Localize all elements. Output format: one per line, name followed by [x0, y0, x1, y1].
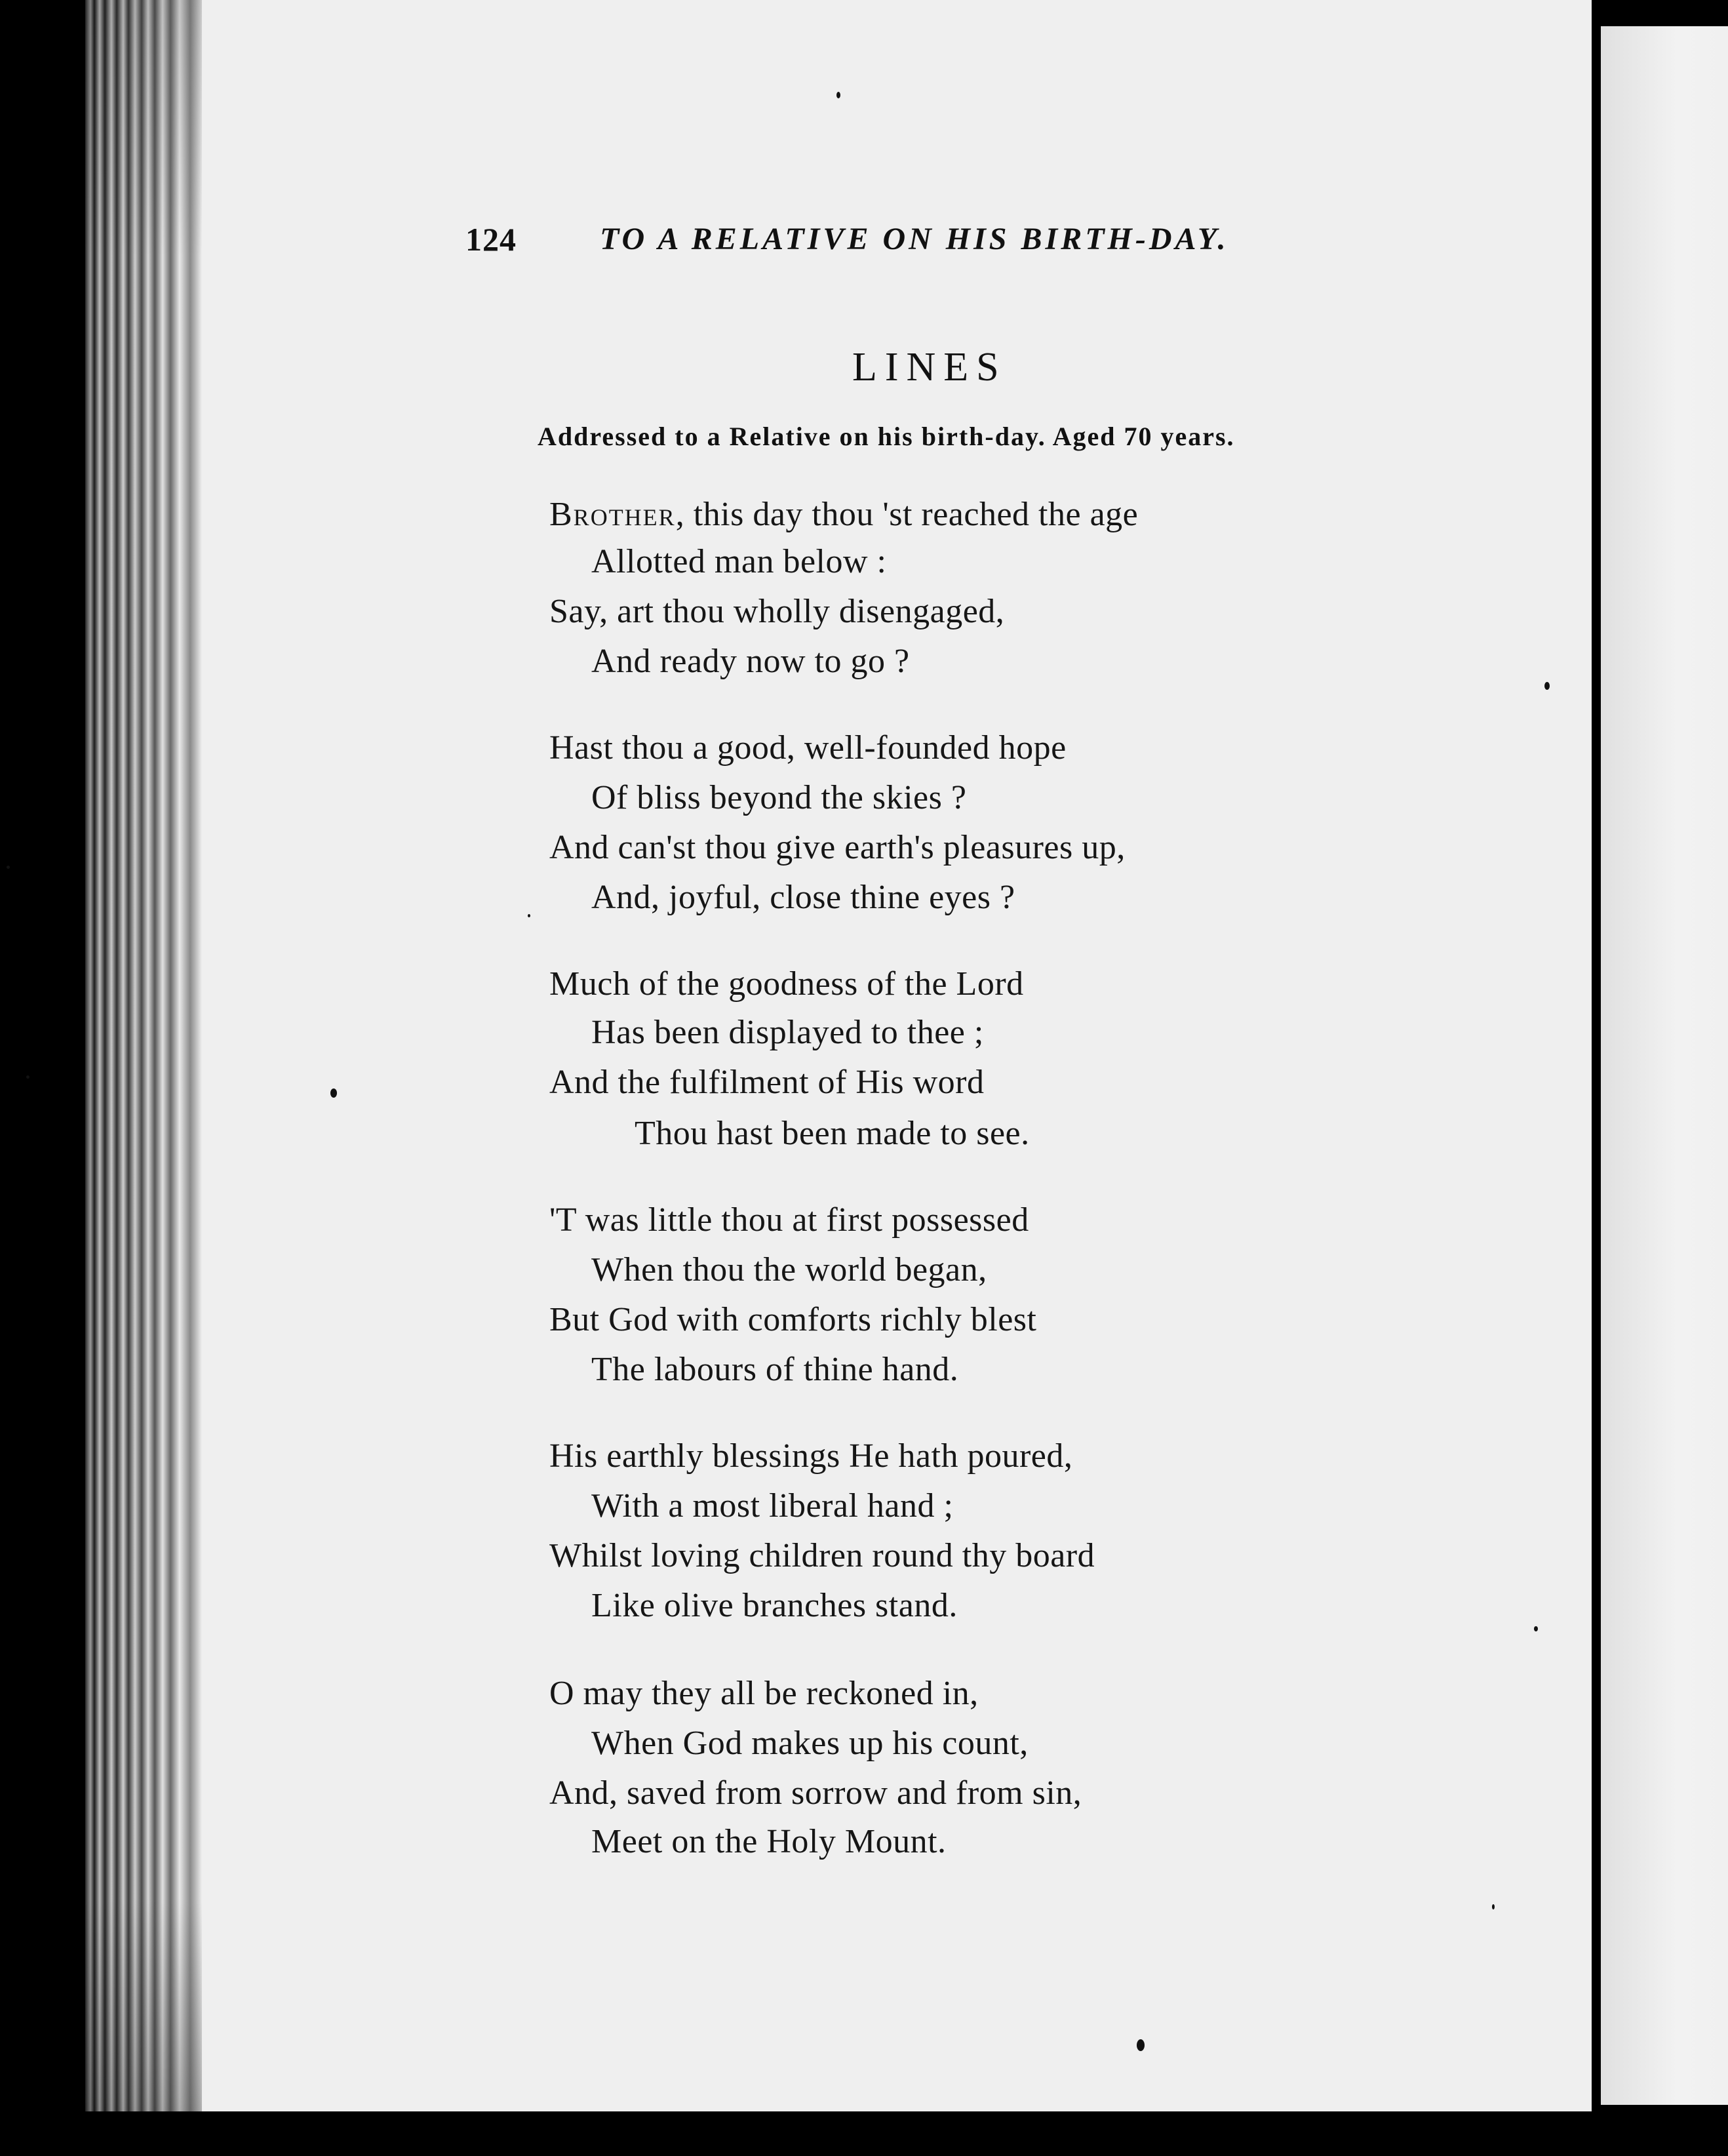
running-title: TO A RELATIVE ON HIS BIRTH-DAY.: [600, 222, 1229, 256]
poem-line: Allotted man below :: [591, 543, 887, 580]
page-number: 124: [465, 221, 517, 258]
poem-line: His earthly blessings He hath poured,: [549, 1437, 1073, 1475]
poem-line: But God with comforts richly blest: [549, 1301, 1037, 1338]
page-divider: [1592, 0, 1601, 2156]
poem-line: When thou the world began,: [591, 1251, 987, 1288]
poem-line: O may they all be reckoned in,: [549, 1675, 979, 1712]
dust-speck: [1137, 2039, 1145, 2051]
poem-line: And the fulfilment of His word: [549, 1064, 985, 1101]
poem-line-text: , this day thou 'st reached the age: [675, 496, 1139, 533]
scan-border-bottom: [0, 2111, 1728, 2156]
dust-speck: [836, 92, 840, 98]
poem-line: When God makes up his count,: [591, 1725, 1029, 1762]
poem-line: [549, 492, 1138, 538]
poem-line: And ready now to go ?: [591, 643, 910, 680]
dust-speck: [7, 866, 10, 869]
poem-line: And can'st thou give earth's pleasures up,: [549, 829, 1126, 866]
poem-line: Like olive branches stand.: [591, 1587, 958, 1624]
poem-line: Whilst loving children round thy board: [549, 1537, 1095, 1574]
poem-line: And, saved from sorrow and from sin,: [549, 1774, 1082, 1812]
poem-line: With a most liberal hand ;: [591, 1487, 954, 1525]
scan-border-left: [0, 0, 85, 2156]
dust-speck: [1534, 1626, 1538, 1631]
poem-line: The labours of thine hand.: [591, 1351, 959, 1388]
poem-line: Thou hast been made to see.: [635, 1115, 1030, 1152]
next-page-edge: [1601, 26, 1728, 2105]
poem-line: Much of the goodness of the Lord: [549, 965, 1024, 1003]
gutter-shading: [85, 0, 202, 2156]
dust-speck: [26, 1075, 29, 1079]
poem-line: Has been displayed to thee ;: [591, 1014, 984, 1051]
dust-speck: [330, 1088, 337, 1098]
running-head: [465, 216, 1318, 262]
opening-word: Brother: [549, 496, 676, 533]
dust-speck: [1544, 682, 1550, 690]
poem-line: Of bliss beyond the skies ?: [591, 779, 967, 816]
poem-line: Say, art thou wholly disengaged,: [549, 593, 1005, 630]
poem-title: LINES: [852, 345, 1007, 389]
dust-speck: [528, 914, 530, 917]
poem-line: Hast thou a good, well-founded hope: [549, 729, 1067, 767]
poem-line: 'T was little thou at first possessed: [549, 1201, 1029, 1239]
poem-line: Meet on the Holy Mount.: [591, 1823, 947, 1860]
poem-subtitle: Addressed to a Relative on his birth-day. Aged 70 years.: [538, 422, 1235, 451]
dust-speck: [1492, 1904, 1495, 1909]
poem-line: And, joyful, close thine eyes ?: [591, 879, 1015, 916]
